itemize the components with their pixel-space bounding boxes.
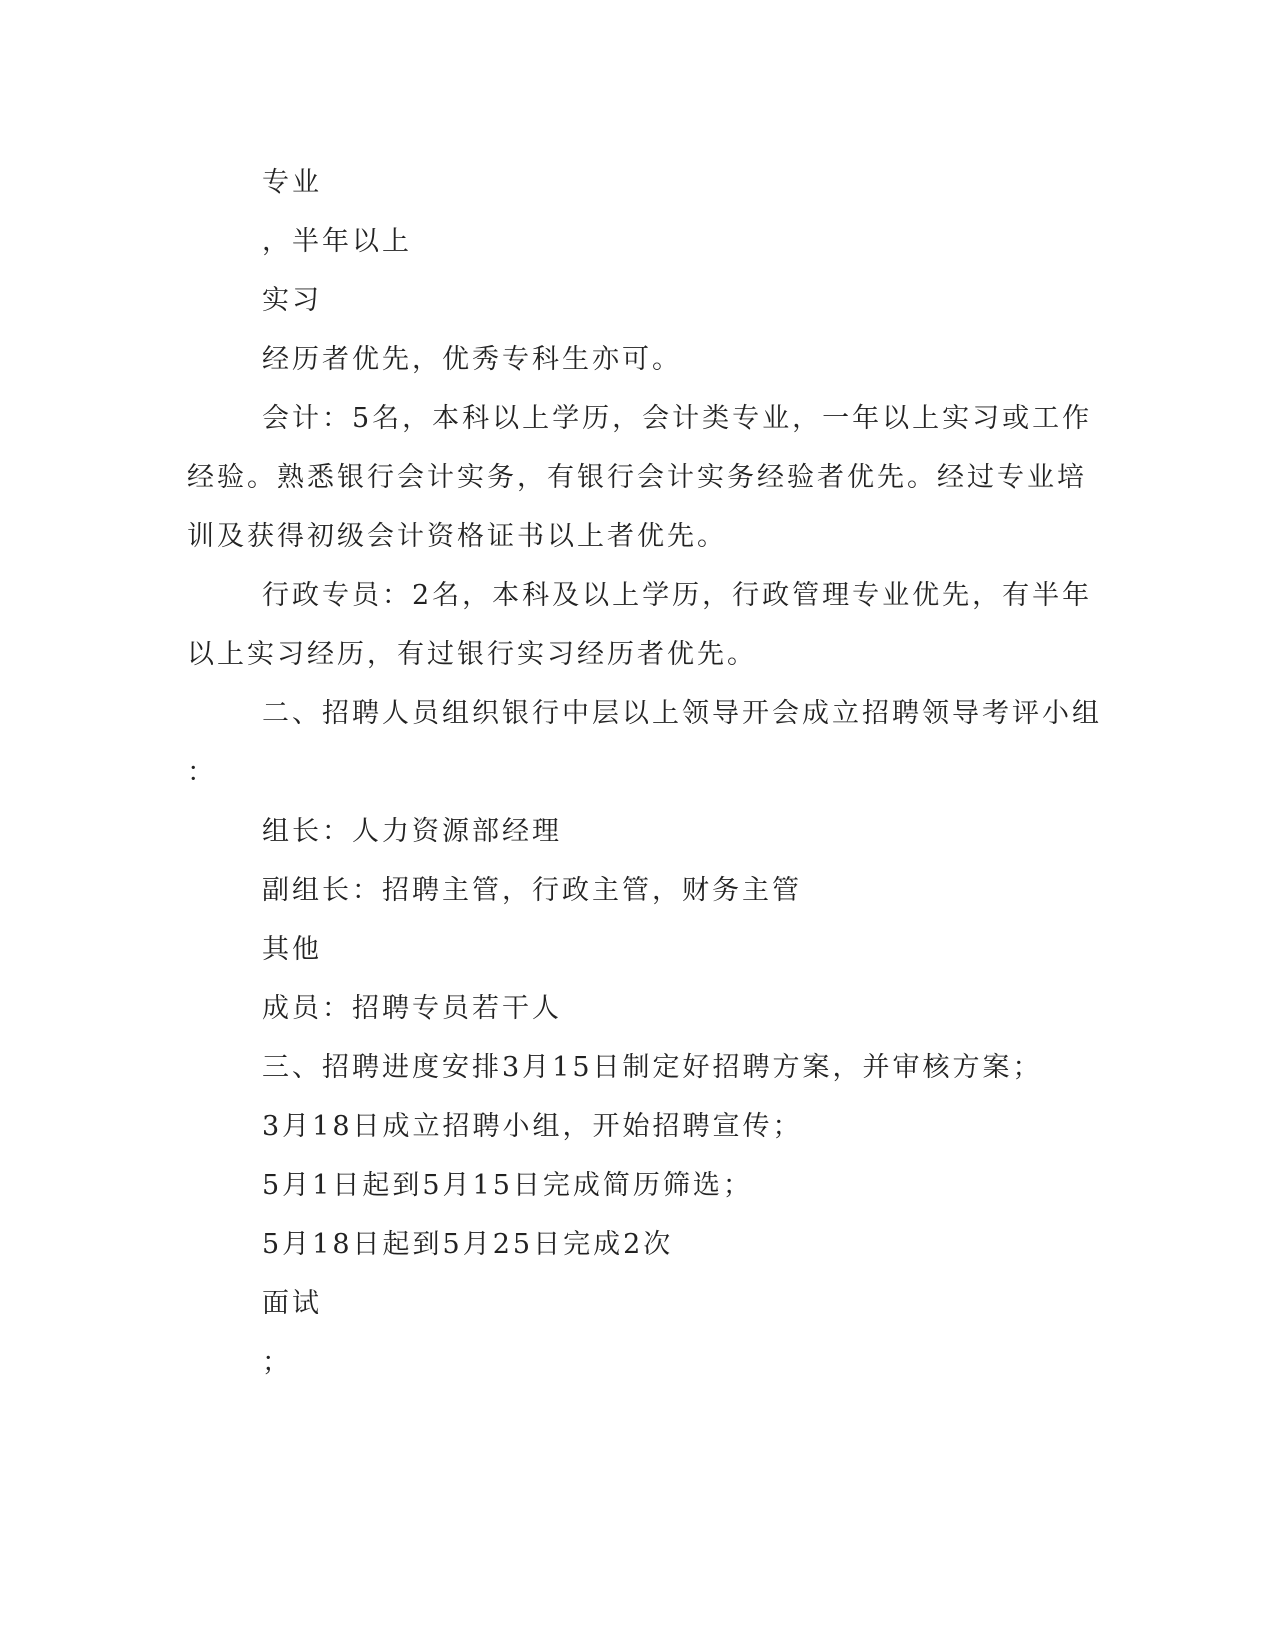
text-line: 5月1日起到5月15日完成简历筛选； [262, 1170, 753, 1201]
text-line: 其他 [262, 934, 322, 965]
text-line: 5月18日起到5月25日完成2次 [262, 1229, 674, 1260]
text-line: ； [262, 1347, 292, 1378]
text-line: 行政专员：2名，本科及以上学历，行政管理专业优先，有半年 [262, 580, 1093, 611]
text-line: 面试 [262, 1288, 322, 1319]
text-line: 三、招聘进度安排3月15日制定好招聘方案，并审核方案； [262, 1052, 1043, 1083]
text-line: 组长：人力资源部经理 [262, 816, 562, 847]
text-line: 3月18日成立招聘小组，开始招聘宣传； [262, 1111, 803, 1142]
text-line: 经验。熟悉银行会计实务，有银行会计实务经验者优先。经过专业培 [187, 462, 1087, 493]
text-line: 实习 [262, 285, 322, 316]
text-line: ： [187, 757, 217, 788]
text-line: 成员：招聘专员若干人 [262, 993, 562, 1024]
text-line: 副组长：招聘主管，行政主管，财务主管 [262, 875, 802, 906]
text-line: 二、招聘人员组织银行中层以上领导开会成立招聘领导考评小组 [262, 698, 1102, 729]
text-line: 训及获得初级会计资格证书以上者优先。 [187, 521, 727, 552]
text-line: 经历者优先，优秀专科生亦可。 [262, 344, 682, 375]
text-line: ，半年以上 [262, 226, 412, 257]
text-line: 会计：5名，本科以上学历，会计类专业，一年以上实习或工作 [262, 403, 1093, 434]
text-line: 专业 [262, 167, 322, 198]
text-line: 以上实习经历，有过银行实习经历者优先。 [187, 639, 757, 670]
